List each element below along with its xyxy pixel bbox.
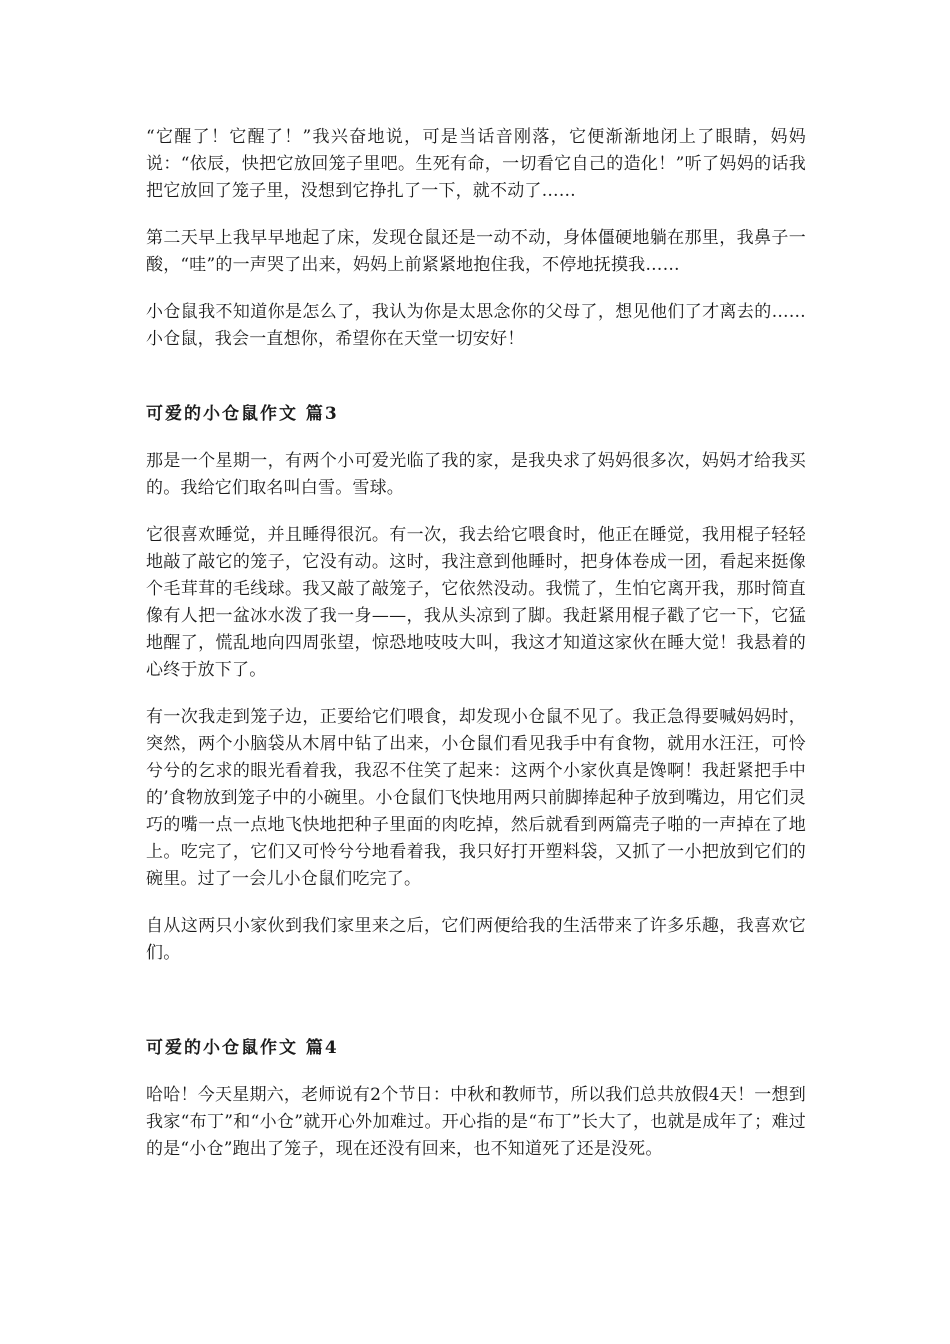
paragraph: 那是一个星期一，有两个小可爱光临了我的家，是我央求了妈妈很多次，妈妈才给我买的。我给它们取名叫白雪。雪球。	[146, 451, 806, 498]
section-spacer	[146, 373, 806, 401]
previous-section	[146, 124, 806, 353]
paragraph: “它醒了！它醒了！”我兴奋地说，可是当话音刚落，它便渐渐地闭上了眼睛，妈妈说：“依辰，快把它放回笼子里吧。生死有命，一切看它自己的造化！”听了妈妈的话我把它放回了笼子里，没想到它挣扎了一下，就不动了……	[146, 127, 806, 201]
paragraph: 哈哈！今天星期六，老师说有2个节日：中秋和教师节，所以我们总共放假4天！一想到我家“布丁”和“小仓”就开心外加难过。开心指的是“布丁”长大了，也就是成年了；难过的是“小仓”跑出了笼子，现在还没有回来，也不知道死了还是没死。	[146, 1085, 806, 1159]
paragraph: 小仓鼠我不知道你是怎么了，我认为你是太思念你的父母了，想见他们了才离去的……小仓鼠，我会一直想你，希望你在天堂一切安好！	[146, 302, 806, 349]
document-page	[146, 124, 806, 1183]
paragraph: 第二天早上我早早地起了床，发现仓鼠还是一动不动，身体僵硬地躺在那里，我鼻子一酸，“哇”的一声哭了出来，妈妈上前紧紧地抱住我，不停地抚摸我……	[146, 228, 806, 275]
paragraph: 有一次我走到笼子边，正要给它们喂食，却发现小仓鼠不见了。我正急得要喊妈妈时，突然，两个小脑袋从木屑中钻了出来，小仓鼠们看见我手中有食物，就用水汪汪，可怜兮兮的乞求的眼光看着我，我忍不住笑了起来：这两个小家伙真是馋啊！我赶紧把手中的’食物放到笼子中的小碗里。小仓鼠们飞快地用两只前脚捧起种子放到嘴边，用它们灵巧的嘴一点一点地飞快地把种子里面的肉吃掉，然后就看到两篇壳子啪的一声掉在了地上。吃完了，它们又可怜兮兮地看着我，我只好打开塑料袋，又抓了一小把放到它们的碗里。过了一会儿小仓鼠们吃完了。	[146, 707, 806, 889]
section-spacer	[146, 987, 806, 1035]
section-3-title: 可爱的小仓鼠作文 篇3	[146, 404, 339, 424]
section-3	[146, 401, 806, 967]
section-4	[146, 1035, 806, 1163]
paragraph: 自从这两只小家伙到我们家里来之后，它们两便给我的生活带来了许多乐趣，我喜欢它们。	[146, 916, 806, 963]
section-4-title: 可爱的小仓鼠作文 篇4	[146, 1038, 339, 1058]
paragraph: 它很喜欢睡觉，并且睡得很沉。有一次，我去给它喂食时，他正在睡觉，我用棍子轻轻地敲了敲它的笼子，它没有动。这时，我注意到他睡时，把身体卷成一团，看起来挺像个毛茸茸的毛线球。我又敲了敲笼子，它依然没动。我慌了，生怕它离开我，那时简直像有人把一盆冰水泼了我一身——，我从头凉到了脚。我赶紧用棍子戳了它一下，它猛地醒了，慌乱地向四周张望，惊恐地吱吱大叫，我这才知道这家伙在睡大觉！我悬着的心终于放下了。	[146, 525, 806, 680]
